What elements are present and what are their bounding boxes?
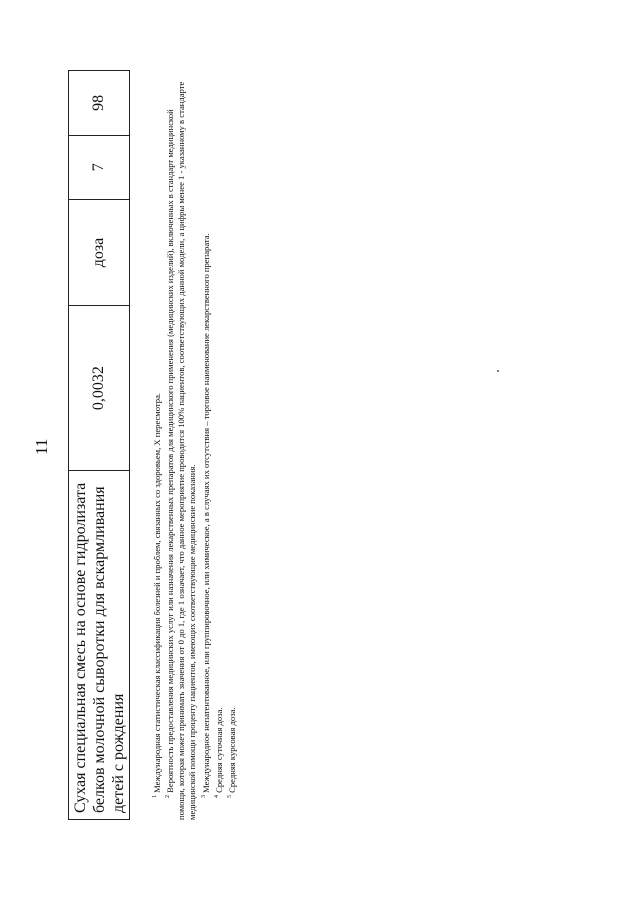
rotated-content [0,50,640,880]
standard-table-row [68,70,130,820]
page-number: 11 [32,438,51,455]
footnote-5: $^5$ Средняя курсовая доза. [226,707,237,798]
footnote-3: $^3$ Международное непатентованное, или группировочное, или химическое, а в случаях их отсутствия – торговое наименование лекарственного препарата. [200,233,211,798]
footnote-4: $^4$ Средняя суточная доза. [213,707,224,798]
daily-dose-cell: 7 [69,135,129,199]
scan-speck [497,370,499,372]
unit-cell: доза [69,199,129,306]
frequency-cell: 0,0032 [69,305,129,470]
footnotes [150,80,238,820]
course-dose-cell: 98 [90,94,107,111]
product-name-cell: Сухая специальная смесь на основе гидролизата белков молочной сыворотки для вскармливания детей с рождения [69,470,129,819]
footnote-1: $^1$ Международная статистическая классификация болезней и проблем, связанных со здоровьем, X пересмотра. [151,392,162,798]
footnote-2: $^2$ Вероятность предоставления медицинских услуг или назначения лекарственных препаратов для медицинского применения (медицинских изделий), включенных в стандарт медицинской помощи, которая может принимать значения от 0 до 1, где 1 означает, что данное мероприятие проводится 100% пациентов, соответствующих данной модели, а цифры менее 1 - указанному в стандарте медицинской помощи проценту пациентов, имеющих соответствующие медицинские показания. [164,81,198,820]
